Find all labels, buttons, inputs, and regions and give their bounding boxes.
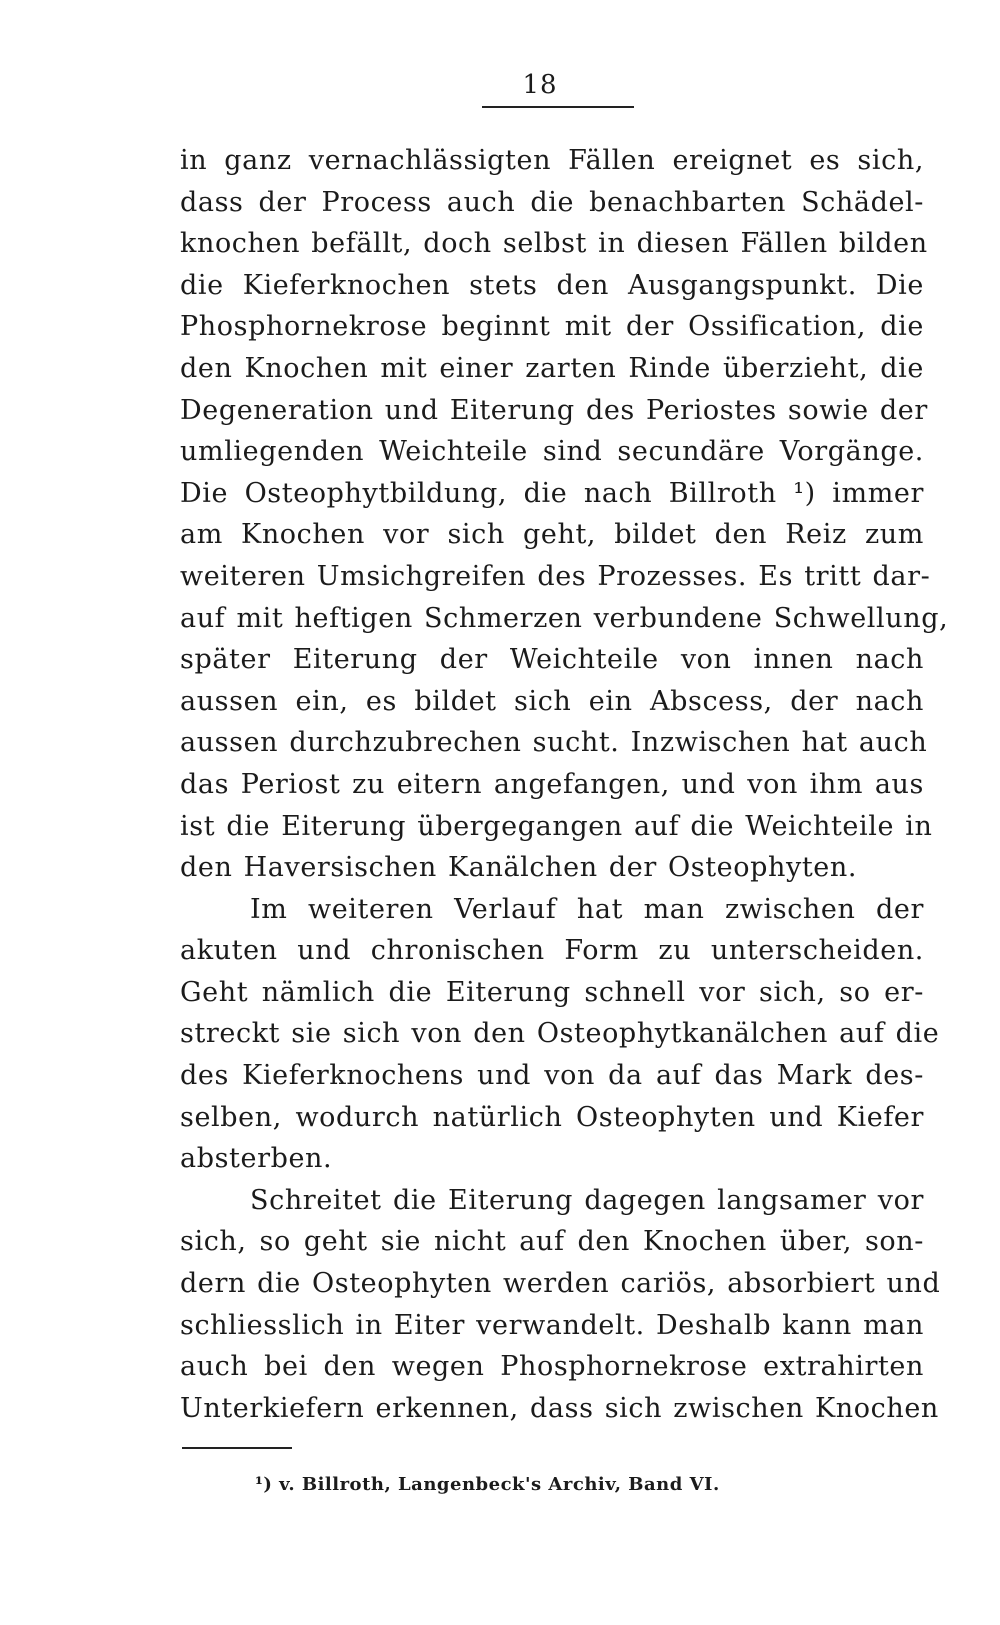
text-line: den Knochen mit einer zarten Rinde überzieht, die (180, 352, 924, 384)
text-line: auf mit heftigen Schmerzen verbundene Schwellung, (180, 602, 949, 634)
text-line: knochen befällt, doch selbst in diesen Fällen bilden (180, 228, 928, 260)
text-line: weiteren Umsichgreifen des Prozesses. Es tritt dar- (180, 560, 931, 592)
text-line: umliegenden Weichteile sind secundäre Vorgänge. (180, 436, 924, 468)
text-line: schliesslich in Eiter verwandelt. Deshalb kann man (180, 1309, 924, 1341)
text-line: aussen durchzubrechen sucht. Inzwischen hat auch (180, 727, 928, 759)
text-line: später Eiterung der Weichteile von innen nach (180, 644, 924, 676)
text-line: auch bei den wegen Phosphornekrose extrahirten (180, 1351, 924, 1383)
text-line: am Knochen vor sich geht, bildet den Reiz zum (180, 519, 924, 551)
text-line: dern die Osteophyten werden cariös, absorbiert und (180, 1268, 941, 1300)
text-line: sich, so geht sie nicht auf den Knochen über, son- (180, 1226, 924, 1258)
text-line: Im weiteren Verlauf hat man zwischen der (250, 893, 924, 925)
text-line: Geht nämlich die Eiterung schnell vor sich, so er- (180, 976, 924, 1008)
text-line: akuten und chronischen Form zu unterscheiden. (180, 935, 924, 967)
text-line: in ganz vernachlässigten Fällen ereignet es sich, (180, 145, 924, 176)
text-line: Phosphornekrose beginnt mit der Ossification, die (180, 311, 924, 343)
text-line: des Kieferknochens und von da auf das Mark des- (180, 1060, 924, 1092)
text-line: den Haversischen Kanälchen der Osteophyten. (180, 852, 858, 884)
text-line: Unterkiefern erkennen, dass sich zwischen Knochen (180, 1392, 939, 1424)
text-line: dass der Process auch die benachbarten Schädel- (180, 186, 924, 218)
text-line: das Periost zu eitern angefangen, und von ihm aus (180, 768, 924, 800)
text-line: streckt sie sich von den Osteophytkanälchen auf die (180, 1018, 940, 1050)
text-line: ist die Eiterung übergegangen auf die Weichteile in (180, 810, 933, 842)
footnote: ¹) v. Billroth, Langenbeck's Archiv, Band VI. (255, 1474, 720, 1495)
text-line: Degeneration und Eiterung des Periostes sowie der (180, 394, 928, 426)
text-line: Schreitet die Eiterung dagegen langsamer vor (250, 1184, 924, 1216)
text-line: absterben. (180, 1143, 333, 1175)
text-line: selben, wodurch natürlich Osteophyten und Kiefer (180, 1101, 924, 1133)
page-number-rule (482, 106, 634, 108)
body-text (180, 140, 949, 1429)
text-line: Die Osteophytbildung, die nach Billroth ¹) immer (180, 477, 924, 509)
footnote-rule (182, 1447, 292, 1449)
page-number: 18 (522, 70, 558, 100)
text-line: aussen ein, es bildet sich ein Abscess, der nach (180, 685, 924, 717)
text-line: die Kieferknochen stets den Ausgangspunkt. Die (180, 269, 924, 301)
